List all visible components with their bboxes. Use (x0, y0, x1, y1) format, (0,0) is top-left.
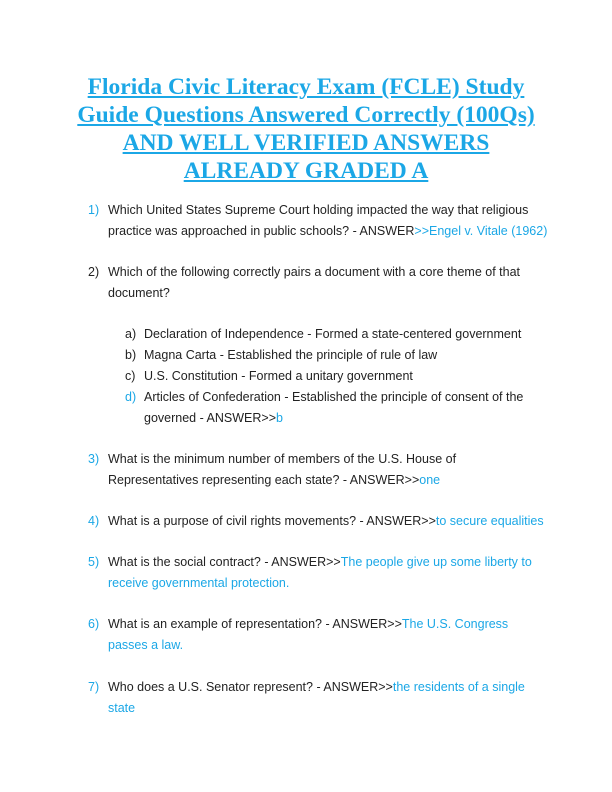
question-body (88, 449, 548, 491)
option-text: Articles of Confederation - Established the principle of consent of the governed - ANSWER>> (144, 390, 524, 425)
question-body (88, 614, 548, 656)
question-text: What is an example of representation? - ANSWER>> (108, 617, 402, 631)
question-3 (88, 449, 548, 491)
question-2 (88, 262, 548, 304)
title-line-3: AND WELL VERIFIED ANSWERS (122, 130, 490, 156)
option-letter: c) (125, 369, 136, 383)
option-c (125, 366, 525, 387)
question-4 (88, 511, 548, 532)
question-1 (88, 200, 548, 242)
option-letter: b) (125, 348, 137, 362)
question-number: 1) (88, 203, 100, 217)
answer-text: one (419, 473, 441, 487)
question-body (88, 262, 548, 304)
question-text: Who does a U.S. Senator represent? - ANSWER>> (108, 680, 393, 694)
answer-text: b (276, 411, 283, 425)
option-letter: d) (125, 390, 137, 404)
question-text: What is the social contract? - ANSWER>> (108, 555, 341, 569)
page-title (60, 73, 552, 185)
question-number: 3) (88, 452, 100, 466)
question-number: 5) (88, 555, 100, 569)
answer-text: >>Engel v. Vitale (1962) (414, 224, 548, 238)
answer-text: the residents of a single state (108, 680, 525, 715)
option-text: Declaration of Independence - Formed a state-centered government (144, 327, 522, 341)
option-b (125, 345, 525, 366)
question-number: 2) (88, 265, 100, 279)
question-text: What is a purpose of civil rights movements? - ANSWER>> (108, 514, 436, 528)
option-letter: a) (125, 327, 137, 341)
question-6 (88, 614, 548, 656)
option-d (125, 387, 525, 429)
question-body (88, 200, 548, 242)
option-a (125, 324, 525, 345)
option-text: Magna Carta - Established the principle of rule of law (144, 348, 438, 362)
question-body (88, 677, 548, 719)
answer-text: The U.S. Congress passes a law. (108, 617, 509, 652)
title-line-1: Florida Civic Literacy Exam (FCLE) Study (87, 74, 525, 100)
question-body (88, 552, 548, 594)
question-text: Which of the following correctly pairs a document with a core theme of that document? (108, 265, 520, 300)
question-body (88, 511, 548, 532)
title-line-4: ALREADY GRADED A (183, 158, 429, 184)
title-line-2: Guide Questions Answered Correctly (100Qs) (77, 102, 535, 128)
answer-text: The people give up some liberty to receive governmental protection. (108, 555, 532, 590)
question-text: What is the minimum number of members of the U.S. House of Representatives representing each state? - ANSWER>> (108, 452, 457, 487)
question-number: 7) (88, 680, 100, 694)
answer-text: to secure equalities (435, 514, 544, 528)
question-number: 4) (88, 514, 100, 528)
question-7 (88, 677, 548, 719)
question-number: 6) (88, 617, 100, 631)
question-5 (88, 552, 548, 594)
question-text: Which United States Supreme Court holding impacted the way that religious practice was approached in public schools? - ANSWER (108, 203, 529, 238)
option-text: U.S. Constitution - Formed a unitary government (144, 369, 413, 383)
option-body (125, 387, 525, 429)
